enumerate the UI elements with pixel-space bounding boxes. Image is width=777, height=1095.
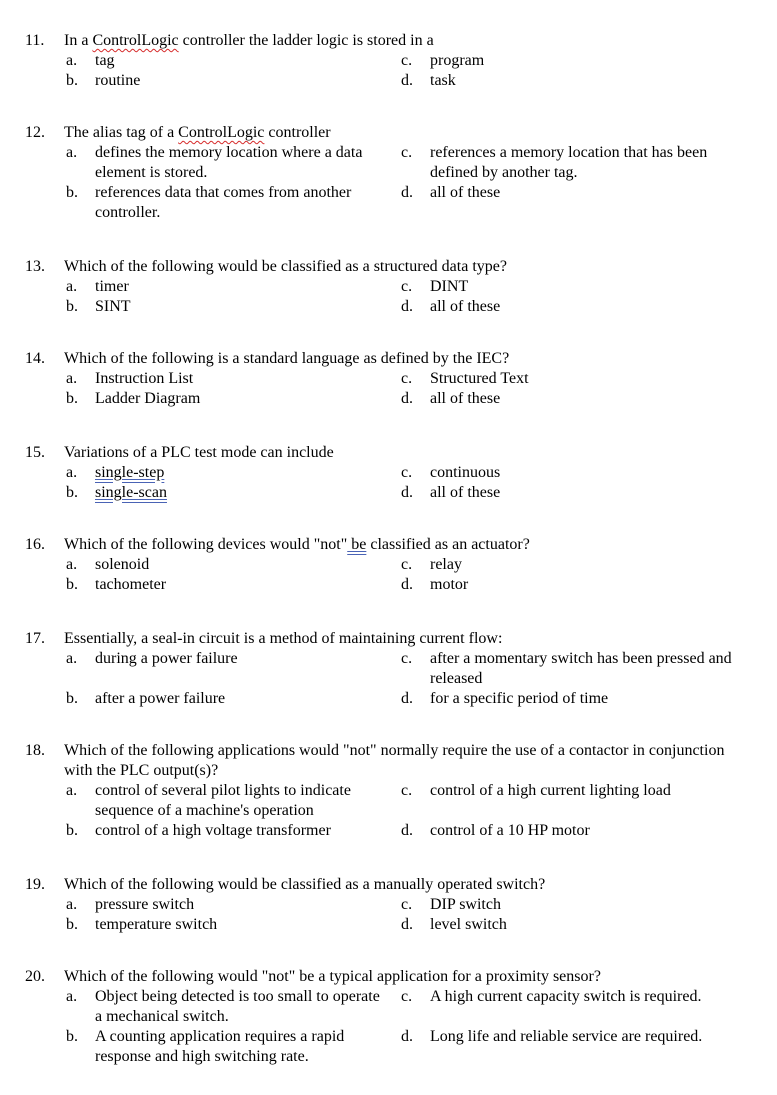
question-stem: The alias tag of a ControlLogic controller <box>64 124 331 141</box>
question-number: 20. <box>25 968 45 985</box>
spellcheck-flagged-word: single-step <box>95 464 165 481</box>
question-number: 18. <box>25 742 45 759</box>
question-stem-line-1: Which of the following applications would "not" normally require the use of a contactor in conjunction <box>64 742 725 759</box>
spellcheck-flagged-word: ControlLogic <box>178 124 265 141</box>
question-number: 15. <box>25 444 45 461</box>
question-stem: Essentially, a seal-in circuit is a method of maintaining current flow: <box>64 630 503 647</box>
question-number: 13. <box>25 258 45 275</box>
spellcheck-flagged-word: single-scan <box>95 484 167 501</box>
question-stem: Which of the following is a standard language as defined by the IEC? <box>64 350 510 367</box>
question-stem: Which of the following would "not" be a typical application for a proximity sensor? <box>64 968 601 985</box>
question-number: 19. <box>25 876 45 893</box>
question-number: 11. <box>25 32 45 49</box>
question-stem: In a ControlLogic controller the ladder logic is stored in a <box>64 32 434 49</box>
question-stem: Variations of a PLC test mode can include <box>64 444 334 461</box>
question-stem: Which of the following would be classified as a structured data type? <box>64 258 507 275</box>
quiz-document: 11. In a ControlLogic controller the ladder logic is stored in a a. tag c. program b. routine d. task 12. The alias tag of a ControlLogic controller a. defines the memory location where a data element is stored. c. references a memory location that has been defined by another tag. b. references data that comes from another controller. d. all of these 13. Which of the following would be classified as a structured data type? a. timer c. DINT b. SINT d. all of these 14. Which of the following is a standard language as defined by the IEC? a. Instruction List c. Structured Text b. Ladder Diagram d. all of these 15. Variations of a PLC test mode can include a. single-step c. continuous b. single-scan d. all of these 16. Which of the following devices would "not" be classified as an actuator? a. solenoid c. relay b. tachometer d. motor 17. Essentially, a seal-in circuit is a method of maintaining current flow: a. during a power failure c. after a momentary switch has been pressed and released b. after a power failure d. for a specific period of time 18. Which of the following applications would "not" normally require the use of a contactor in conjunction with the PLC output(s)? a. control of several pilot lights to indicate sequence of a machine's operation c. control of a high current lighting load b. control of a high voltage transformer d. control of a 10 HP motor 19. Which of the following would be classified as a manually operated switch? a. pressure switch c. DIP switch b. temperature switch d. level switch 20. Which of the following would "not" be a typical application for a proximity sensor? a. Object being detected is too small to operate a mechanical switch. c. A high current capacity switch is required. b. A counting application requires a rapid response and high switching rate. d. Long life and reliable service are required. <box>0 0 777 1095</box>
question-number: 17. <box>25 630 45 647</box>
question-stem-line-2: with the PLC output(s)? <box>64 762 219 779</box>
question-stem: Which of the following would be classified as a manually operated switch? <box>64 876 546 893</box>
question-number: 16. <box>25 536 45 553</box>
spellcheck-flagged-word: be <box>347 536 367 553</box>
question-number: 14. <box>25 350 45 367</box>
spellcheck-flagged-word: ControlLogic <box>92 32 179 49</box>
question-stem: Which of the following devices would "not" be classified as an actuator? <box>64 536 530 553</box>
question-number: 12. <box>25 124 45 141</box>
